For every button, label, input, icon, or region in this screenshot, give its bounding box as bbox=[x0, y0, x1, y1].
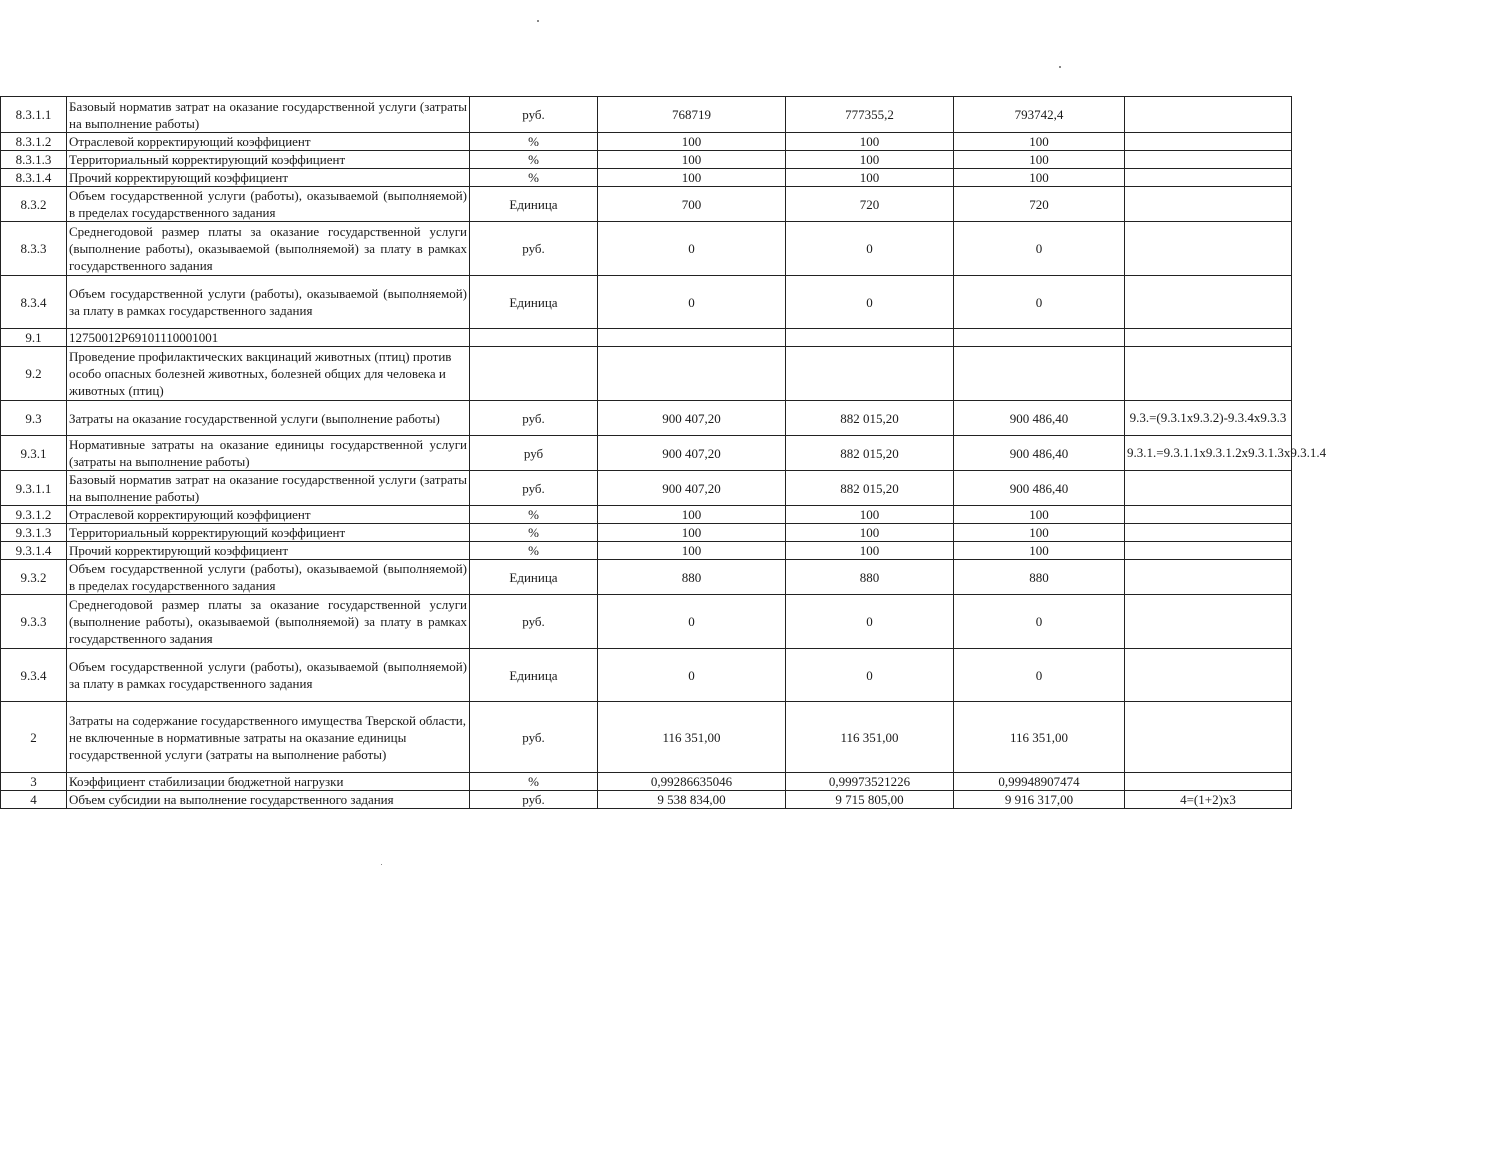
table-row bbox=[1, 542, 1292, 560]
cell-formula: 9.3.=(9.3.1х9.3.2)-9.3.4х9.3.3 bbox=[1125, 401, 1292, 436]
cell-v2: 0 bbox=[786, 649, 954, 702]
cell-name: Объем государственной услуги (работы), оказываемой (выполняемой) в пределах государственного задания bbox=[67, 560, 470, 595]
cell-formula bbox=[1125, 560, 1292, 595]
cell-v1: 0 bbox=[598, 276, 786, 329]
cell-v3: 0 bbox=[954, 595, 1125, 649]
cell-v3: 0 bbox=[954, 276, 1125, 329]
cell-code: 9.3.1 bbox=[1, 436, 67, 471]
cell-v3: 720 bbox=[954, 187, 1125, 222]
table-row bbox=[1, 471, 1292, 506]
cell-name: Объем государственной услуги (работы), оказываемой (выполняемой) за плату в рамках государственного задания bbox=[67, 649, 470, 702]
cell-code: 9.3.4 bbox=[1, 649, 67, 702]
cell-v3: 0 bbox=[954, 649, 1125, 702]
cell-formula bbox=[1125, 222, 1292, 276]
cell-code: 8.3.1.2 bbox=[1, 133, 67, 151]
cell-v1: 0 bbox=[598, 222, 786, 276]
cell-name: Отраслевой корректирующий коэффициент bbox=[67, 133, 470, 151]
cell-unit: % bbox=[470, 169, 598, 187]
table-body bbox=[1, 97, 1327, 809]
cell-v3: 9 916 317,00 bbox=[954, 791, 1125, 809]
cell-v3: 900 486,40 bbox=[954, 471, 1125, 506]
cell-formula bbox=[1125, 542, 1292, 560]
cell-formula bbox=[1125, 329, 1292, 347]
cell-v3 bbox=[954, 329, 1125, 347]
cell-v2: 100 bbox=[786, 542, 954, 560]
cell-v1 bbox=[598, 347, 786, 401]
cell-v1: 900 407,20 bbox=[598, 436, 786, 471]
cell-v1: 100 bbox=[598, 133, 786, 151]
cell-v1: 0,99286635046 bbox=[598, 773, 786, 791]
cell-code: 9.3 bbox=[1, 401, 67, 436]
cell-v2: 9 715 805,00 bbox=[786, 791, 954, 809]
cell-name: 12750012Р69101110001001 bbox=[67, 329, 470, 347]
table-row bbox=[1, 560, 1292, 595]
scan-speck bbox=[537, 20, 539, 22]
table-row bbox=[1, 595, 1292, 649]
cell-v3: 0 bbox=[954, 222, 1125, 276]
cell-unit: руб. bbox=[470, 97, 598, 133]
cell-v1: 100 bbox=[598, 151, 786, 169]
cell-v3: 100 bbox=[954, 506, 1125, 524]
cell-code: 2 bbox=[1, 702, 67, 773]
cell-v2: 882 015,20 bbox=[786, 471, 954, 506]
cell-formula bbox=[1125, 702, 1292, 773]
table-row bbox=[1, 506, 1292, 524]
cell-name: Прочий корректирующий коэффициент bbox=[67, 542, 470, 560]
cell-unit: руб. bbox=[470, 471, 598, 506]
cell-unit: руб. bbox=[470, 222, 598, 276]
cell-unit bbox=[470, 329, 598, 347]
cell-v1: 0 bbox=[598, 595, 786, 649]
cell-v3: 793742,4 bbox=[954, 97, 1125, 133]
cell-formula bbox=[1125, 649, 1292, 702]
cell-v2: 100 bbox=[786, 169, 954, 187]
cell-unit: % bbox=[470, 506, 598, 524]
cell-v2: 100 bbox=[786, 151, 954, 169]
cell-v1: 768719 bbox=[598, 97, 786, 133]
cell-name: Затраты на содержание государственного имущества Тверской области, не включенные в нормативные затраты на оказание единицы государственной услуги (затраты на выполнение работы) bbox=[67, 702, 470, 773]
cell-unit: % bbox=[470, 542, 598, 560]
cell-v3: 880 bbox=[954, 560, 1125, 595]
cell-formula bbox=[1125, 773, 1292, 791]
cell-name: Коэффициент стабилизации бюджетной нагрузки bbox=[67, 773, 470, 791]
cell-v2: 100 bbox=[786, 524, 954, 542]
cell-name: Отраслевой корректирующий коэффициент bbox=[67, 506, 470, 524]
cell-name: Затраты на оказание государственной услуги (выполнение работы) bbox=[67, 401, 470, 436]
cell-v1: 700 bbox=[598, 187, 786, 222]
cell-v2 bbox=[786, 347, 954, 401]
cell-v3: 100 bbox=[954, 524, 1125, 542]
cell-unit: Единица bbox=[470, 649, 598, 702]
cell-name: Среднегодовой размер платы за оказание государственной услуги (выполнение работы), оказываемой (выполняемой) за плату в рамках государственного задания bbox=[67, 222, 470, 276]
cell-unit: Единица bbox=[470, 187, 598, 222]
cell-v1: 880 bbox=[598, 560, 786, 595]
cell-unit: % bbox=[470, 133, 598, 151]
cell-v3: 100 bbox=[954, 151, 1125, 169]
cost-calculation-table bbox=[0, 96, 1327, 809]
cell-code: 9.3.1.2 bbox=[1, 506, 67, 524]
cell-code: 8.3.1.1 bbox=[1, 97, 67, 133]
cell-code: 9.1 bbox=[1, 329, 67, 347]
cell-v3: 100 bbox=[954, 542, 1125, 560]
cell-name: Объем государственной услуги (работы), оказываемой (выполняемой) за плату в рамках государственного задания bbox=[67, 276, 470, 329]
cell-v2: 777355,2 bbox=[786, 97, 954, 133]
table-row bbox=[1, 187, 1292, 222]
cell-v1: 100 bbox=[598, 524, 786, 542]
cell-name: Среднегодовой размер платы за оказание государственной услуги (выполнение работы), оказываемой (выполняемой) за плату в рамках государственного задания bbox=[67, 595, 470, 649]
cell-code: 8.3.4 bbox=[1, 276, 67, 329]
table-row bbox=[1, 524, 1292, 542]
cell-code: 9.2 bbox=[1, 347, 67, 401]
table-row bbox=[1, 329, 1292, 347]
cell-formula bbox=[1125, 524, 1292, 542]
cell-name: Территориальный корректирующий коэффициент bbox=[67, 151, 470, 169]
cell-code: 8.3.3 bbox=[1, 222, 67, 276]
cell-unit: % bbox=[470, 151, 598, 169]
cell-formula bbox=[1125, 506, 1292, 524]
cell-v1: 100 bbox=[598, 542, 786, 560]
scan-speck bbox=[1059, 66, 1061, 68]
cell-unit: Единица bbox=[470, 560, 598, 595]
cell-code: 9.3.1.3 bbox=[1, 524, 67, 542]
cell-code: 4 bbox=[1, 791, 67, 809]
cell-name: Территориальный корректирующий коэффициент bbox=[67, 524, 470, 542]
cell-name: Базовый норматив затрат на оказание государственной услуги (затраты на выполнение работы) bbox=[67, 97, 470, 133]
cell-v3: 116 351,00 bbox=[954, 702, 1125, 773]
table-row bbox=[1, 347, 1292, 401]
cell-v2: 100 bbox=[786, 133, 954, 151]
cell-v2: 0 bbox=[786, 276, 954, 329]
cell-unit: % bbox=[470, 773, 598, 791]
cell-unit: руб. bbox=[470, 595, 598, 649]
cell-formula bbox=[1125, 276, 1292, 329]
cell-name: Объем субсидии на выполнение государственного задания bbox=[67, 791, 470, 809]
cell-code: 9.3.1.1 bbox=[1, 471, 67, 506]
cell-unit: руб bbox=[470, 436, 598, 471]
table-row bbox=[1, 791, 1292, 809]
cell-formula bbox=[1125, 151, 1292, 169]
cell-unit: руб. bbox=[470, 401, 598, 436]
cell-unit: руб. bbox=[470, 791, 598, 809]
cell-name: Нормативные затраты на оказание единицы государственной услуги (затраты на выполнение работы) bbox=[67, 436, 470, 471]
table-row bbox=[1, 649, 1292, 702]
table-row bbox=[1, 133, 1292, 151]
cell-code: 9.3.2 bbox=[1, 560, 67, 595]
cell-v2: 720 bbox=[786, 187, 954, 222]
cell-formula bbox=[1125, 97, 1292, 133]
cell-v2: 882 015,20 bbox=[786, 401, 954, 436]
cell-v3: 900 486,40 bbox=[954, 436, 1125, 471]
cell-v3: 100 bbox=[954, 169, 1125, 187]
cell-unit: Единица bbox=[470, 276, 598, 329]
cell-v1: 100 bbox=[598, 169, 786, 187]
cell-v2 bbox=[786, 329, 954, 347]
cell-code: 8.3.2 bbox=[1, 187, 67, 222]
cell-v2: 0,99973521226 bbox=[786, 773, 954, 791]
cell-name: Объем государственной услуги (работы), оказываемой (выполняемой) в пределах государственного задания bbox=[67, 187, 470, 222]
cell-unit: % bbox=[470, 524, 598, 542]
cell-v2: 116 351,00 bbox=[786, 702, 954, 773]
cell-v3: 0,99948907474 bbox=[954, 773, 1125, 791]
cell-v3: 100 bbox=[954, 133, 1125, 151]
table-row bbox=[1, 151, 1292, 169]
cell-unit bbox=[470, 347, 598, 401]
table-row bbox=[1, 97, 1292, 133]
cell-code: 8.3.1.3 bbox=[1, 151, 67, 169]
cell-v1: 9 538 834,00 bbox=[598, 791, 786, 809]
cell-v2: 0 bbox=[786, 595, 954, 649]
cell-v1 bbox=[598, 329, 786, 347]
cell-v1: 900 407,20 bbox=[598, 401, 786, 436]
table-row bbox=[1, 169, 1292, 187]
cell-formula: 4=(1+2)х3 bbox=[1125, 791, 1292, 809]
cell-code: 8.3.1.4 bbox=[1, 169, 67, 187]
cell-formula bbox=[1125, 187, 1292, 222]
scan-speck bbox=[381, 864, 382, 865]
cell-formula bbox=[1125, 595, 1292, 649]
cell-formula bbox=[1125, 347, 1292, 401]
cell-name: Базовый норматив затрат на оказание государственной услуги (затраты на выполнение работы) bbox=[67, 471, 470, 506]
table-row bbox=[1, 773, 1292, 791]
cell-v2: 880 bbox=[786, 560, 954, 595]
cell-v1: 900 407,20 bbox=[598, 471, 786, 506]
cell-code: 3 bbox=[1, 773, 67, 791]
cell-v3 bbox=[954, 347, 1125, 401]
table-row bbox=[1, 436, 1292, 471]
cell-code: 9.3.1.4 bbox=[1, 542, 67, 560]
cell-code: 9.3.3 bbox=[1, 595, 67, 649]
cell-v3: 900 486,40 bbox=[954, 401, 1125, 436]
cell-v2: 882 015,20 bbox=[786, 436, 954, 471]
cell-formula: 9.3.1.=9.3.1.1х9.3.1.2х9.3.1.3х9.3.1.4 bbox=[1125, 436, 1292, 471]
table-row bbox=[1, 401, 1292, 436]
cell-v1: 0 bbox=[598, 649, 786, 702]
cell-v2: 100 bbox=[786, 506, 954, 524]
cell-v1: 100 bbox=[598, 506, 786, 524]
table-row bbox=[1, 222, 1292, 276]
cell-formula bbox=[1125, 471, 1292, 506]
cell-v2: 0 bbox=[786, 222, 954, 276]
table-row bbox=[1, 702, 1292, 773]
cell-unit: руб. bbox=[470, 702, 598, 773]
table-row bbox=[1, 276, 1292, 329]
cell-v1: 116 351,00 bbox=[598, 702, 786, 773]
cell-formula bbox=[1125, 169, 1292, 187]
cell-name: Проведение профилактических вакцинаций животных (птиц) против особо опасных болезней животных, болезней общих для человека и животных (птиц) bbox=[67, 347, 470, 401]
cell-name: Прочий корректирующий коэффициент bbox=[67, 169, 470, 187]
cell-formula bbox=[1125, 133, 1292, 151]
